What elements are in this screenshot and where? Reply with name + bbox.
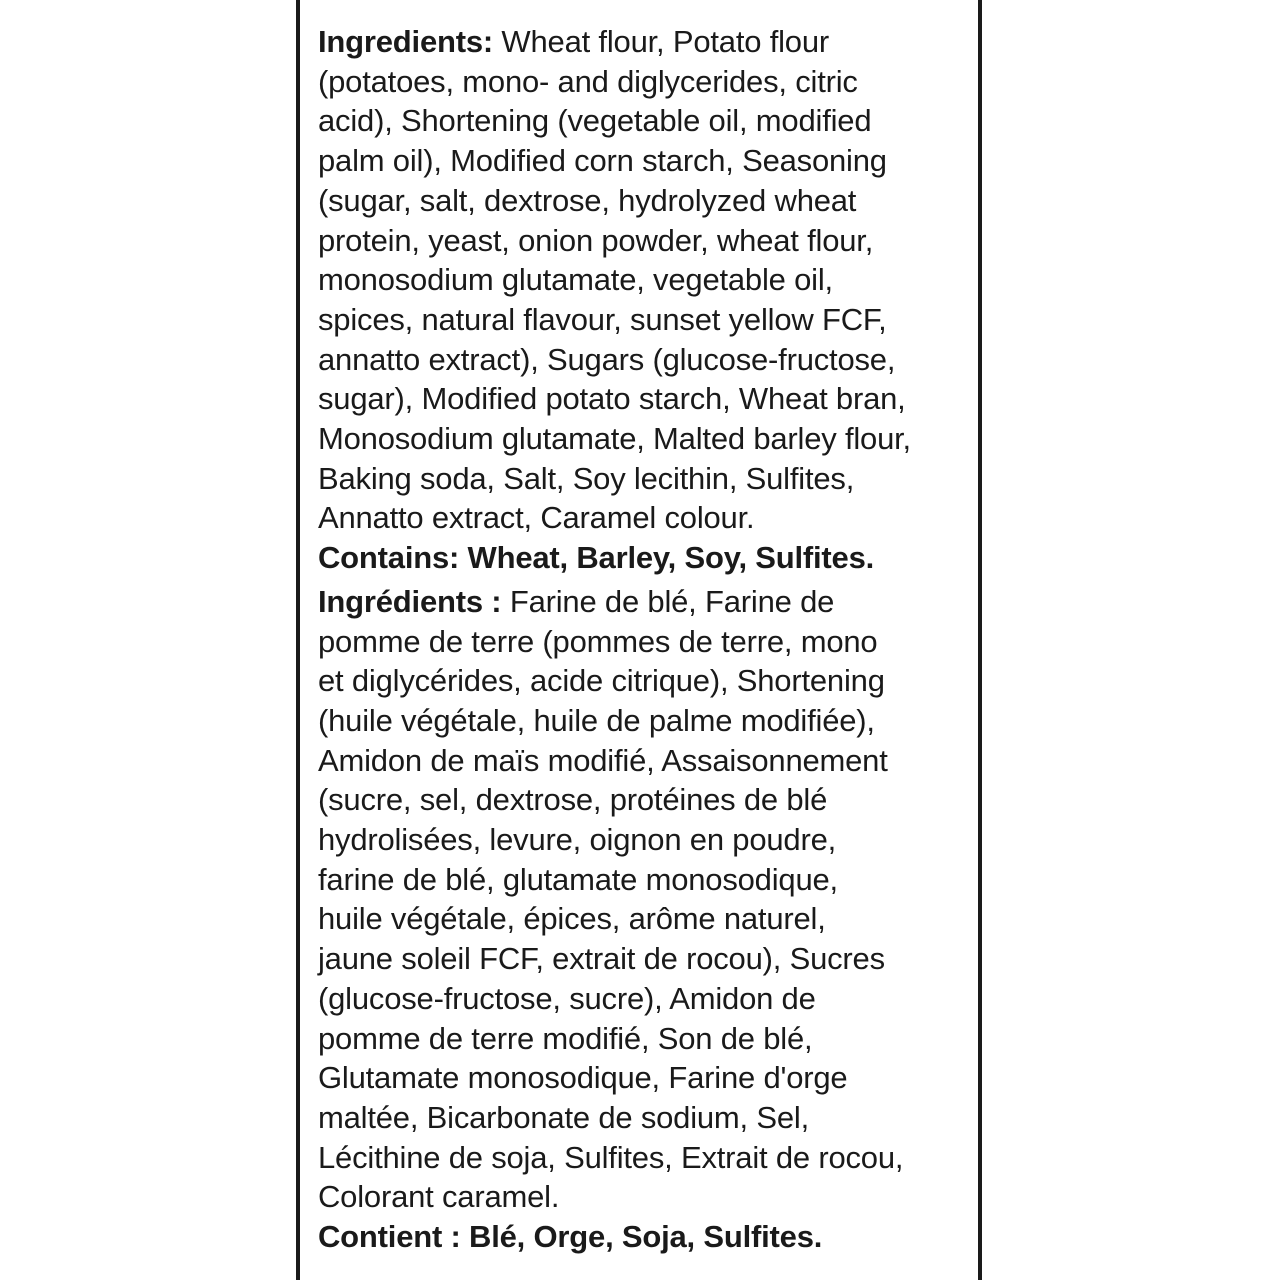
french-ingredients-line: Colorant caramel. [318, 1179, 560, 1215]
english-ingredients-line: Monosodium glutamate, Malted barley flour, [318, 421, 911, 457]
french-ingredients-line: farine de blé, glutamate monosodique, [318, 861, 838, 897]
french-contains-statement: Contient : Blé, Orge, Soja, Sulfites. [318, 1219, 823, 1255]
french-ingredients-line: (huile végétale, huile de palme modifiée), [318, 702, 875, 738]
english-ingredients-line-1 [318, 22, 968, 62]
english-ingredients-line: protein, yeast, onion powder, wheat flour, [318, 222, 874, 258]
english-ingredients-line: sugar), Modified potato starch, Wheat bran, [318, 381, 906, 417]
english-contains-statement: Contains: Wheat, Barley, Soy, Sulfites. [318, 540, 875, 576]
english-ingredients-line: acid), Shortening (vegetable oil, modified [318, 103, 872, 139]
french-ingredients-line: Amidon de maïs modifié, Assaisonnement [318, 742, 888, 778]
french-ingredients-line-1 [318, 582, 968, 622]
french-ingredients-line: Glutamate monosodique, Farine d'orge [318, 1060, 848, 1096]
french-ingredients-line: jaune soleil FCF, extrait de rocou), Sucres [318, 941, 885, 977]
english-ingredients-line: Baking soda, Salt, Soy lecithin, Sulfites, [318, 460, 855, 496]
english-ingredients-line: spices, natural flavour, sunset yellow FCF, [318, 301, 887, 337]
english-ingredients-text: Wheat flour, Potato flour [493, 24, 829, 59]
french-ingredients-line: et diglycérides, acide citrique), Shortening [318, 663, 885, 699]
english-ingredients-heading: Ingredients: [318, 24, 494, 59]
english-ingredients-line: Annatto extract, Caramel colour. [318, 500, 755, 536]
english-ingredients-line: (potatoes, mono- and diglycerides, citric [318, 63, 858, 99]
french-ingredients-line: hydrolisées, levure, oignon en poudre, [318, 822, 837, 858]
french-ingredients-line: (glucose-fructose, sucre), Amidon de [318, 980, 816, 1016]
english-ingredients-line: palm oil), Modified corn starch, Seasoning [318, 143, 887, 179]
french-ingredients-line: maltée, Bicarbonate de sodium, Sel, [318, 1099, 809, 1135]
english-ingredients-line: annatto extract), Sugars (glucose-fructose, [318, 341, 896, 377]
english-ingredients-line: monosodium glutamate, vegetable oil, [318, 262, 833, 298]
french-ingredients-heading: Ingrédients : [318, 583, 502, 619]
french-ingredients-line: pomme de terre (pommes de terre, mono [318, 623, 878, 659]
french-ingredients-line: Lécithine de soja, Sulfites, Extrait de rocou, [318, 1139, 904, 1175]
french-ingredients-line: (sucre, sel, dextrose, protéines de blé [318, 782, 828, 818]
french-ingredients-line: pomme de terre modifié, Son de blé, [318, 1020, 813, 1056]
french-ingredients-line: huile végétale, épices, arôme naturel, [318, 901, 826, 937]
french-ingredients-text: Farine de blé, Farine de [501, 583, 835, 619]
ingredient-text-block [318, 22, 968, 1257]
english-ingredients-line: (sugar, salt, dextrose, hydrolyzed wheat [318, 182, 857, 218]
ingredient-label-panel [296, 0, 982, 1280]
